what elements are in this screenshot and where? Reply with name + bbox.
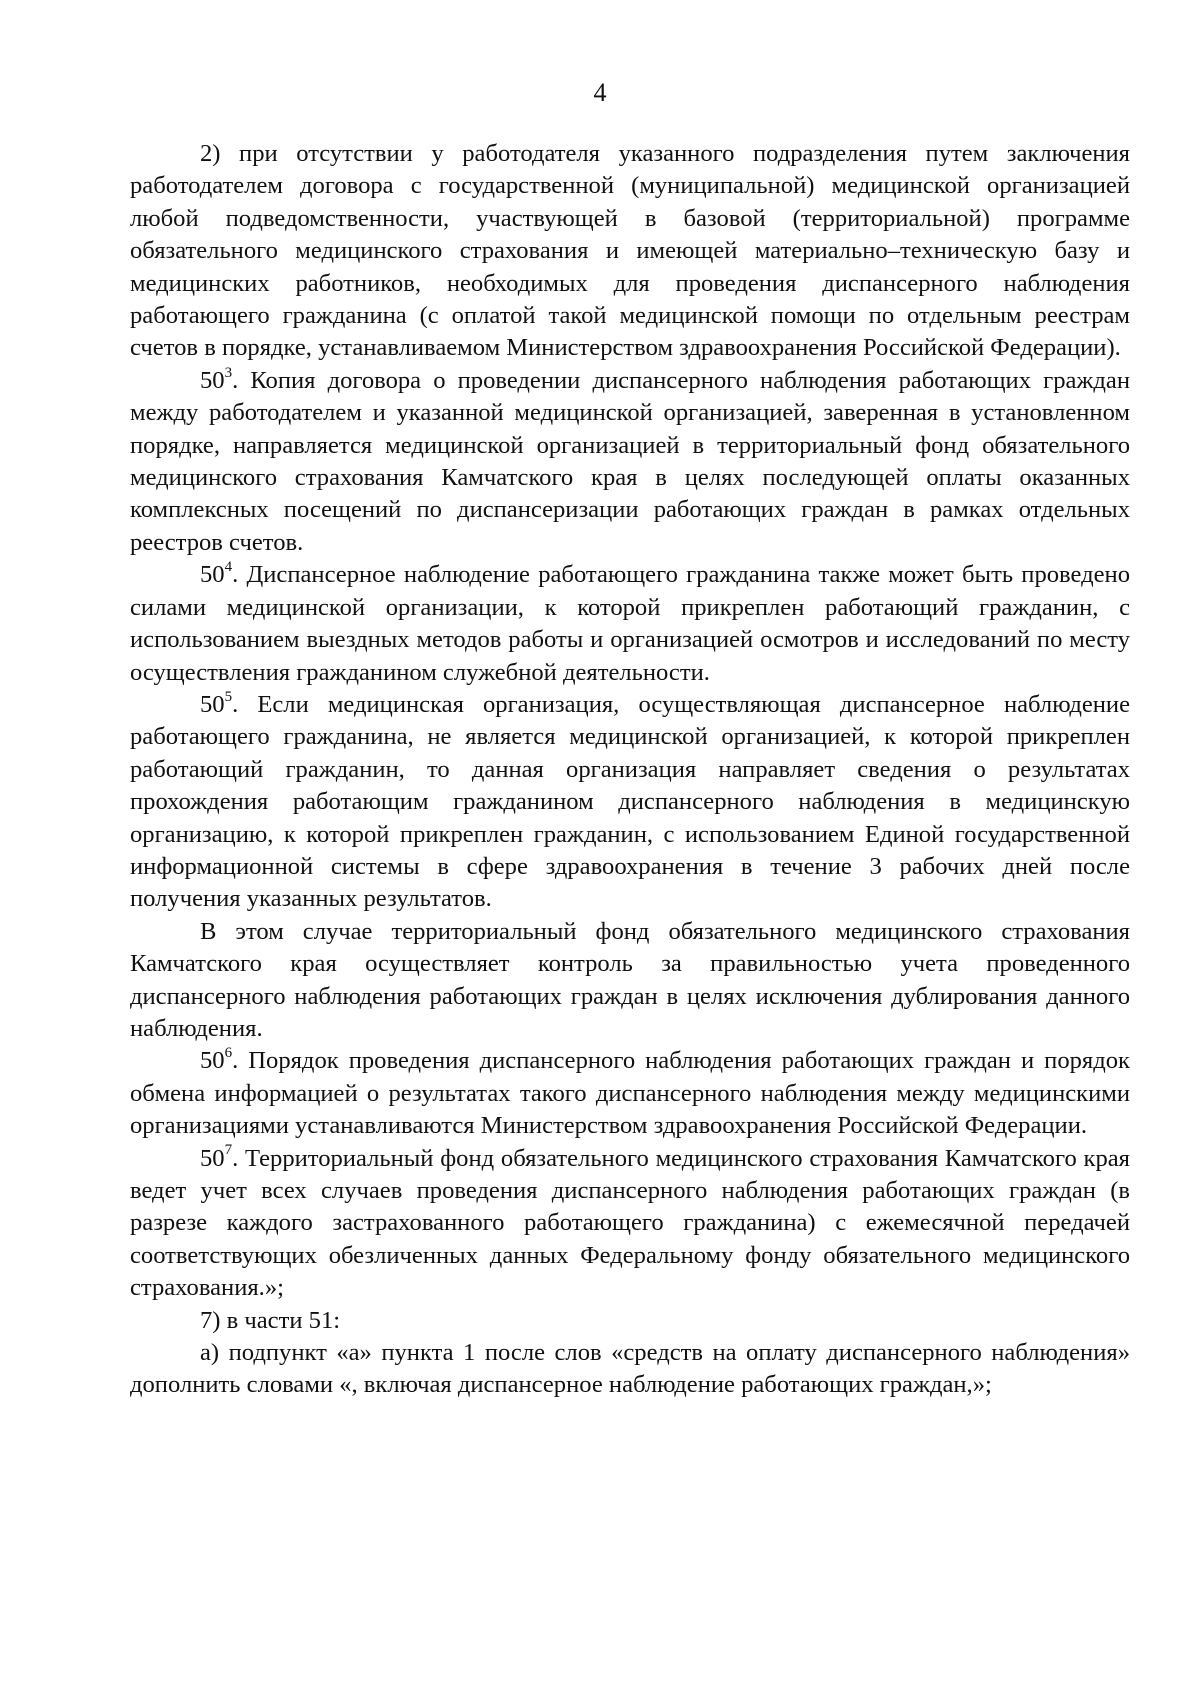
paragraph-text: . Копия договора о проведении диспансерного наблюдения работающих граждан между работодателем и указанной медицинской организацией, заверенная в установленном порядке, направляется медицинской организацией в территориальный фонд обязательного медицинского страхования Камчатского края в целях последующей оплаты оказанных комплексных посещений по диспансеризации работающих граждан в рамках отдельных реестров счетов. xyxy=(130,366,1130,556)
paragraph-text: . Территориальный фонд обязательного медицинского страхования Камчатского края ведет учет всех случаев проведения диспансерного наблюдения работающих граждан (в разрезе каждого застрахованного работающего гражданина) с ежемесячной передачей соответствующих обезличенных данных Федеральному фонду обязательного медицинского страхования.»; xyxy=(130,1144,1130,1302)
paragraph-number: 50 xyxy=(200,1144,225,1172)
paragraph-text: . Диспансерное наблюдение работающего гражданина также может быть проведено силами медицинской организации, к которой прикреплен работающий гражданин, с использованием выездных методов работы и организацией осмотров и исследований по месту осуществления гражданином служебной деятельности. xyxy=(130,561,1130,686)
paragraph-number-superscript: 4 xyxy=(224,559,233,576)
paragraph-text: 7) в части 51: xyxy=(200,1306,341,1334)
paragraph-50-6 xyxy=(130,1045,1130,1142)
paragraph-subitem-a xyxy=(130,1337,1130,1402)
paragraph-50-5 xyxy=(130,689,1130,916)
paragraph-50-7 xyxy=(130,1143,1130,1305)
paragraph-number: 50 xyxy=(200,561,225,589)
paragraph-number: 50 xyxy=(200,366,225,394)
document-body xyxy=(130,138,1130,1402)
paragraph-text: а) подпункт «а» пункта 1 после слов «средств на оплату диспансерного наблюдения» дополнить словами «, включая диспансерное наблюдение работающих граждан,»; xyxy=(130,1339,1130,1399)
paragraph-text: . Порядок проведения диспансерного наблюдения работающих граждан и порядок обмена информацией о результатах такого диспансерного наблюдения между медицинскими организациями устанавливаются Министерством здравоохранения Российской Федерации. xyxy=(130,1047,1130,1140)
paragraph-text: . Если медицинская организация, осуществляющая диспансерное наблюдение работающего гражданина, не является медицинской организацией, к которой прикреплен работающий гражданин, то данная организация направляет сведения о результатах прохождения работающим гражданином диспансерного наблюдения в медицинскую организацию, к которой прикреплен гражданин, с использованием Единой государственной информационной системы в сфере здравоохранения в течение 3 рабочих дней после получения указанных результатов. xyxy=(130,690,1130,913)
paragraph-number-superscript: 6 xyxy=(224,1045,233,1062)
paragraph-number-superscript: 7 xyxy=(224,1142,233,1159)
paragraph-number: 50 xyxy=(200,1047,225,1075)
paragraph-number-superscript: 5 xyxy=(224,688,233,705)
paragraph-number: 50 xyxy=(200,690,225,718)
paragraph-text: 2) при отсутствии у работодателя указанного подразделения путем заключения работодателем договора с государственной (муниципальной) медицинской организацией любой подведомственности, участвующей в базовой (территориальной) программе обязательного медицинского страхования и имеющей материально–техническую базу и медицинских работников, необходимых для проведения диспансерного наблюдения работающего гражданина (с оплатой такой медицинской помощи по отдельным реестрам счетов в порядке, устанавливаемом Министерством здравоохранения Российской Федерации). xyxy=(130,140,1130,362)
paragraph-50-3 xyxy=(130,365,1130,559)
paragraph-item-7 xyxy=(130,1305,1130,1337)
paragraph-number-superscript: 3 xyxy=(224,364,233,381)
paragraph-text: В этом случае территориальный фонд обязательного медицинского страхования Камчатского края осуществляет контроль за правильностью учета проведенного диспансерного наблюдения работающих граждан в целях исключения дублирования данного наблюдения. xyxy=(130,917,1130,1042)
paragraph-item-2 xyxy=(130,138,1130,365)
paragraph-50-5-continuation xyxy=(130,916,1130,1046)
page-number: 4 xyxy=(593,78,607,107)
paragraph-50-4 xyxy=(130,559,1130,689)
